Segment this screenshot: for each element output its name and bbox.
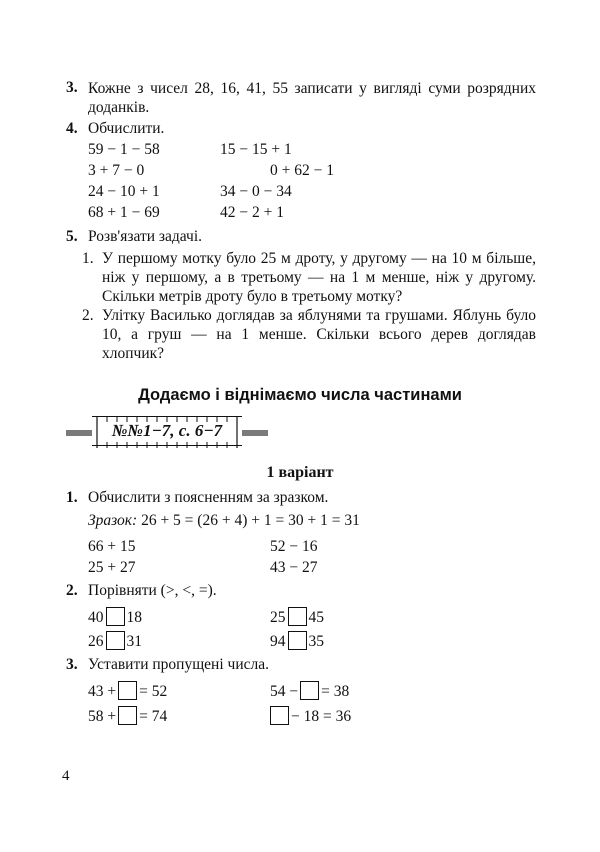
compare-4-a: 94 [270, 633, 286, 650]
v-task-3-number: 3. [66, 656, 78, 673]
task-4-expr-left-3: 24 − 10 + 1 [88, 183, 160, 200]
v-task-1-expr-left-2: 25 + 27 [88, 559, 136, 576]
problem-1-number: 1. [82, 250, 94, 267]
ruler-label-text: №№1−7, с. 6−7 [111, 421, 223, 440]
v-task-1-sample [88, 512, 360, 530]
answer-box[interactable] [106, 631, 125, 650]
answer-box[interactable] [270, 706, 289, 725]
task-5-number: 5. [66, 228, 78, 245]
v-task-1-number: 1. [66, 489, 78, 506]
v-task-2-label: Порівняти (>, <, =). [88, 582, 217, 599]
equation-2-left: 54 − [270, 683, 299, 700]
v-task-1-expr-right-1: 52 − 16 [270, 538, 318, 555]
compare-4-b: 35 [308, 633, 324, 650]
problem-2-text: Улітку Василько доглядав за яблунями та грушами. Яблунь було 10, а груш — на 1 менше. Скільки всього дерев доглядав хлопчик? [102, 307, 536, 362]
equation-2 [270, 681, 349, 701]
compare-3-b: 31 [126, 633, 142, 650]
task-4-label: Обчислити. [88, 120, 165, 137]
variant-title: 1 варіант [266, 464, 334, 481]
problem-2 [82, 306, 536, 363]
equation-4-right: − 18 = 36 [291, 708, 352, 725]
compare-2-a: 25 [270, 609, 286, 626]
ruler-label [92, 416, 242, 446]
compare-1-a: 40 [88, 609, 104, 626]
v-task-3-label: Уставити пропущені числа. [88, 656, 269, 673]
task-4-number: 4. [66, 120, 78, 137]
problem-1 [82, 249, 536, 306]
answer-box[interactable] [300, 681, 319, 700]
compare-2 [270, 607, 324, 627]
compare-1-b: 18 [126, 609, 142, 626]
problem-2-number: 2. [82, 307, 94, 324]
equation-3-left: 58 + [88, 708, 117, 725]
answer-box[interactable] [106, 607, 125, 626]
compare-2-b: 45 [308, 609, 324, 626]
compare-4 [270, 631, 324, 651]
v-task-1-label: Обчислити з поясненням за зразком. [88, 489, 329, 506]
sample-label: Зразок: [88, 512, 138, 529]
task-3-text: Кожне з чисел 28, 16, 41, 55 записати у вигляді суми розрядних доданків. [88, 80, 536, 116]
task-4-expr-left-4: 68 + 1 − 69 [88, 204, 160, 221]
v-task-1-expr-right-2: 43 − 27 [270, 559, 318, 576]
v-task-2-number: 2. [66, 582, 78, 599]
problem-1-text: У першому мотку було 25 м дроту, у другому — на 10 м більше, ніж у першому, а в третьому — на 1 м менше, ніж у другому. Скільки метрів дроту було в третьому мотку? [102, 250, 536, 305]
answer-box[interactable] [118, 706, 137, 725]
answer-box[interactable] [288, 631, 307, 650]
task-5-label: Розв'язати задачі. [88, 228, 203, 245]
task-4-expr-right-1: 15 − 15 + 1 [220, 141, 292, 158]
equation-2-right: = 38 [321, 683, 350, 700]
answer-box[interactable] [288, 607, 307, 626]
answer-box[interactable] [118, 681, 137, 700]
task-4-expr-right-4: 42 − 2 + 1 [220, 204, 284, 221]
equation-3-right: = 74 [139, 708, 168, 725]
section-title: Додаємо і віднімаємо числа частинами [138, 386, 462, 404]
compare-3 [88, 631, 142, 651]
task-4-expr-left-1: 59 − 1 − 58 [88, 141, 160, 158]
task-4-expr-right-3: 34 − 0 − 34 [220, 183, 292, 200]
sample-expression: 26 + 5 = (26 + 4) + 1 = 30 + 1 = 31 [137, 512, 360, 529]
compare-1 [88, 607, 142, 627]
equation-3 [88, 706, 167, 726]
task-4-expr-right-2: 0 + 62 − 1 [270, 162, 334, 179]
task-4-expr-left-2: 3 + 7 − 0 [88, 162, 145, 179]
equation-1 [88, 681, 167, 701]
compare-3-a: 26 [88, 633, 104, 650]
page-number: 4 [62, 768, 70, 784]
equation-1-left: 43 + [88, 683, 117, 700]
equation-1-right: = 52 [139, 683, 168, 700]
task-3-number: 3. [66, 79, 78, 96]
v-task-1-expr-left-1: 66 + 15 [88, 538, 136, 555]
equation-4 [268, 706, 351, 726]
